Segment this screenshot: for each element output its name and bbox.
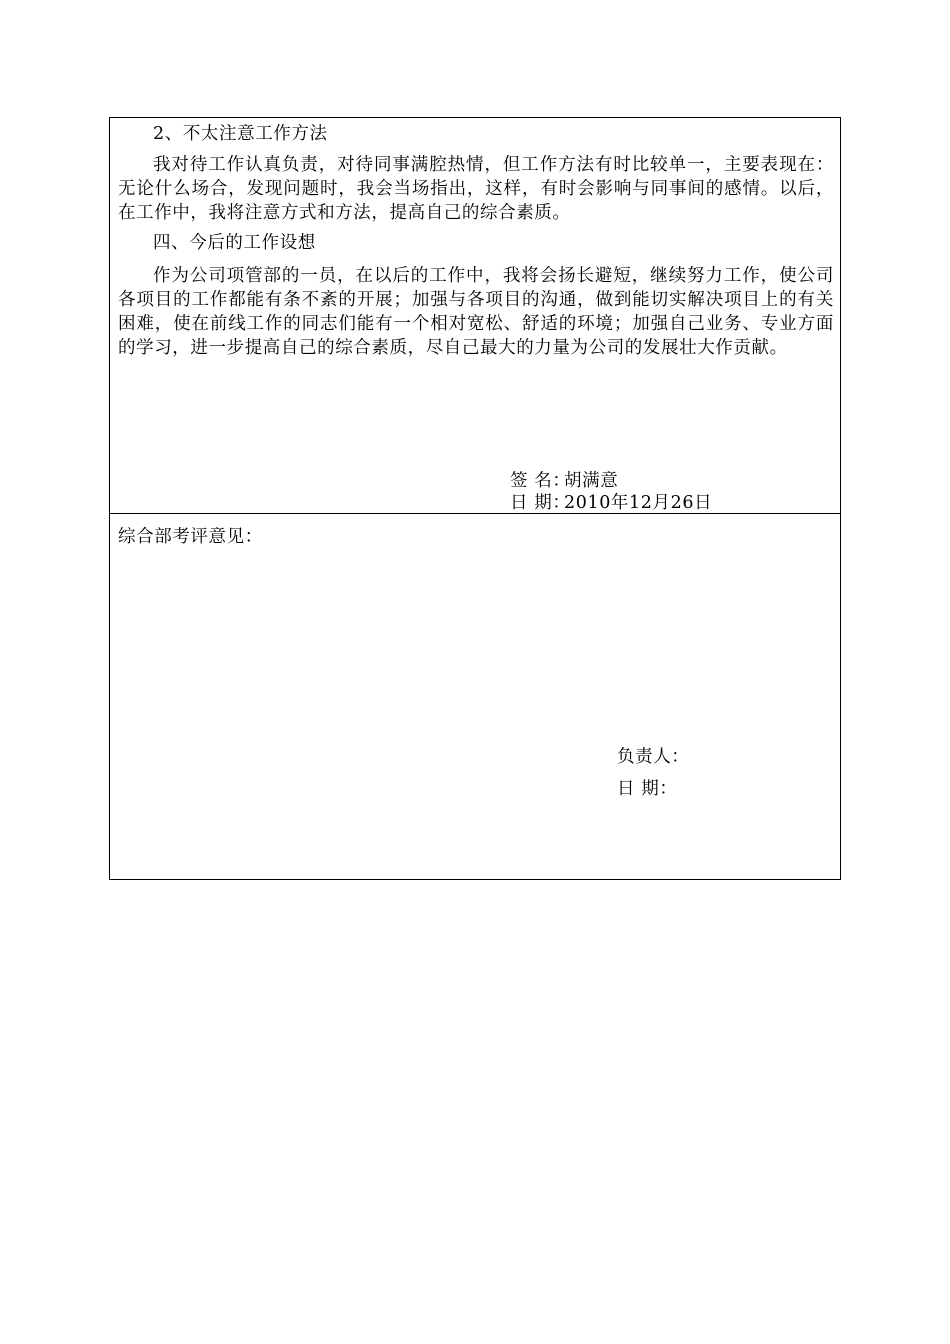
review-date-label: 日 期： bbox=[617, 779, 678, 799]
section-heading-work-method: 2、不太注意工作方法 bbox=[153, 124, 328, 144]
signature-row bbox=[510, 470, 618, 492]
section-heading-future-plans: 四、今后的工作设想 bbox=[153, 233, 316, 253]
responsible-label: 负责人： bbox=[617, 747, 690, 767]
date-row bbox=[510, 492, 712, 514]
evaluation-form-table bbox=[109, 117, 841, 880]
review-section bbox=[110, 514, 840, 879]
review-title: 综合部考评意见： bbox=[118, 527, 263, 547]
signature-value: 胡满意 bbox=[564, 471, 619, 491]
signature-label: 签 名： bbox=[510, 471, 571, 491]
date-label: 日 期： bbox=[510, 493, 571, 513]
responsible-row bbox=[617, 746, 690, 768]
review-date-row bbox=[617, 778, 678, 800]
date-value: 2010年12月26日 bbox=[564, 493, 713, 513]
self-assessment-section bbox=[110, 118, 840, 514]
work-method-paragraph: 我对待工作认真负责，对待同事满腔热情，但工作方法有时比较单一，主要表现在：无论什么场合，发现问题时，我会当场指出，这样，有时会影响与同事间的感情。以后，在工作中，我将注意方式和方法，提高自己的综合素质。 bbox=[118, 155, 834, 223]
future-plans-paragraph: 作为公司项管部的一员，在以后的工作中，我将会扬长避短，继续努力工作，使公司各项目的工作都能有条不紊的开展；加强与各项目的沟通，做到能切实解决项目上的有关困难，使在前线工作的同志们能有一个相对宽松、舒适的环境；加强自己业务、专业方面的学习，进一步提高自己的综合素质，尽自己最大的力量为公司的发展壮大作贡献。 bbox=[118, 266, 834, 358]
